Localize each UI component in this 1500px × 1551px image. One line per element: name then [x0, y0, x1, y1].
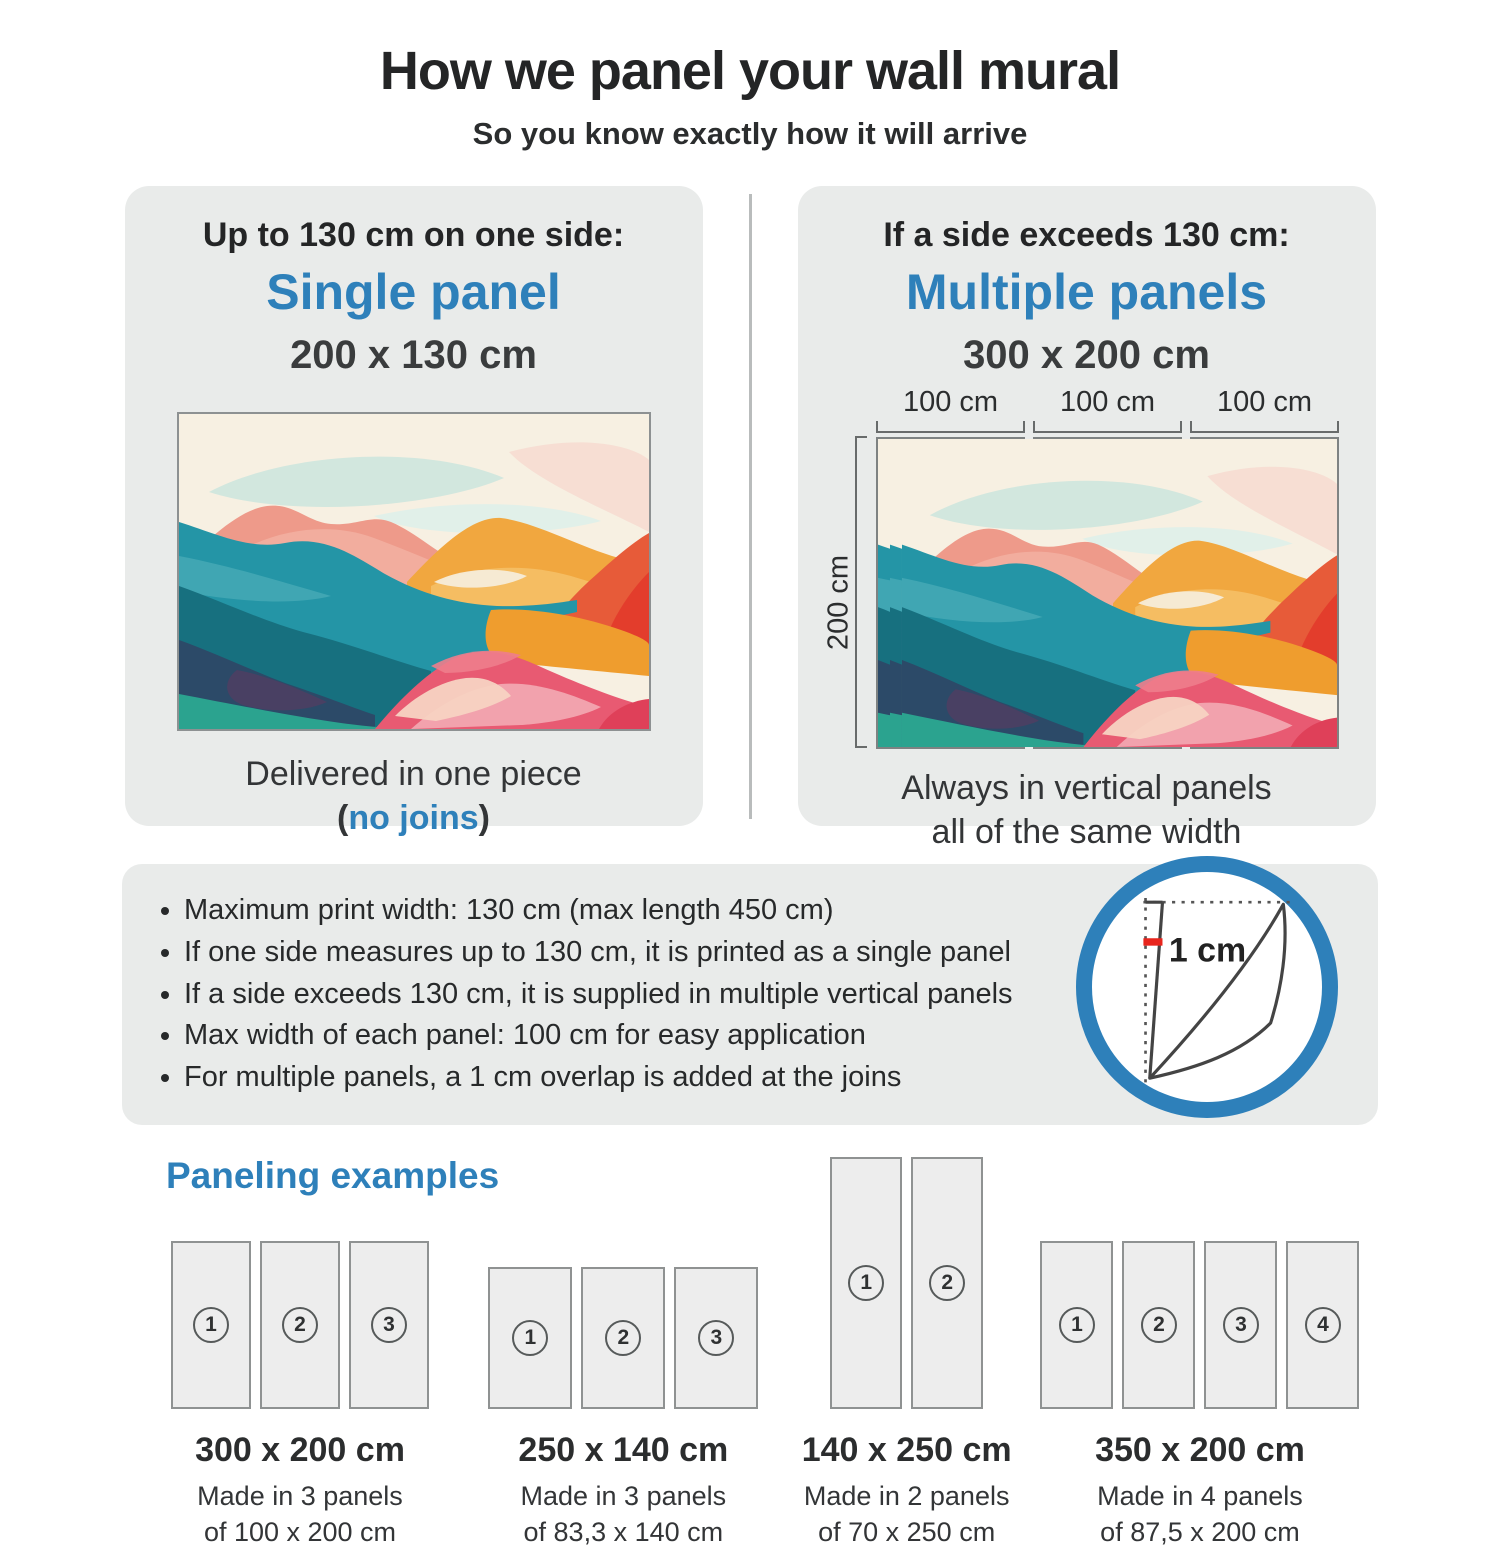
single-panel-caption [125, 753, 703, 840]
example-detail-line1: Made in 3 panels [520, 1480, 727, 1511]
panel-number: 2 [605, 1320, 641, 1356]
width-brackets-row [873, 419, 1343, 433]
rules-info-box [122, 864, 1378, 1125]
panel-number: 2 [929, 1265, 965, 1301]
one-cm-marker [1143, 938, 1162, 945]
example-300x200 [150, 1153, 450, 1551]
panel-number: 1 [193, 1307, 229, 1343]
example-size: 350 x 200 cm [1095, 1430, 1305, 1469]
mural-panel [260, 1241, 340, 1409]
mural-panel [1286, 1241, 1359, 1409]
example-350x200 [1040, 1153, 1360, 1551]
mural-panel [349, 1241, 429, 1409]
width-label-2: 100 cm [1059, 386, 1156, 418]
comparison-row [0, 186, 1500, 851]
panel-number: 2 [1141, 1307, 1177, 1343]
example-detail [150, 1478, 450, 1551]
paneling-examples-section [150, 1153, 1360, 1548]
example-detail-line2: of 87,5 x 200 cm [1100, 1517, 1300, 1548]
page-title: How we panel your wall mural [379, 41, 1121, 101]
examples-heading: Paneling examples [166, 1154, 500, 1196]
example-detail [797, 1478, 1017, 1551]
panel-diagram [1040, 1153, 1360, 1409]
single-panel-size: 200 x 130 cm [290, 333, 537, 377]
width-labels-row [873, 386, 1343, 419]
panels-with-widths [873, 386, 1343, 749]
width-bracket [876, 421, 1025, 433]
multi-panel-size: 300 x 200 cm [963, 333, 1210, 377]
examples-row [150, 1153, 1360, 1551]
mural-slices-row [873, 437, 1343, 749]
example-detail-line1: Made in 3 panels [197, 1480, 403, 1511]
panel-diagram [473, 1153, 773, 1409]
rules-list [158, 890, 1018, 1099]
example-250x140 [473, 1153, 773, 1551]
example-detail-line2: of 70 x 250 cm [818, 1517, 996, 1548]
overlap-label: 1 cm [1168, 931, 1247, 970]
multi-panel-diagram [822, 386, 1343, 749]
mural-slice-artwork-icon [1192, 439, 1337, 747]
example-detail [1040, 1478, 1360, 1551]
header [0, 0, 1500, 152]
mural-panel [1040, 1241, 1113, 1409]
panel-number: 3 [1223, 1307, 1259, 1343]
panel-number: 1 [1059, 1307, 1095, 1343]
mural-panel [911, 1157, 983, 1409]
mural-panel [830, 1157, 902, 1409]
paren-open: ( [337, 798, 349, 837]
paren-close: ) [478, 798, 490, 837]
example-140x250 [797, 1153, 1017, 1551]
page-curl-icon [1101, 881, 1313, 1093]
caption-line1: Always in vertical panels [901, 769, 1272, 807]
rule-item: • If one side measures up to 130 cm, it is printed as a single panel [184, 932, 1018, 974]
single-panel-title: Single panel [266, 264, 561, 320]
no-joins-highlight: no joins [348, 798, 479, 837]
mural-panel [581, 1267, 665, 1409]
panel-number: 1 [848, 1265, 884, 1301]
example-size: 300 x 200 cm [195, 1430, 405, 1469]
rule-item: • Max width of each panel: 100 cm for easy application [184, 1015, 1018, 1057]
width-bracket [1033, 421, 1182, 433]
height-dimension [822, 386, 873, 749]
width-label-3: 100 cm [1216, 386, 1313, 418]
example-size: 250 x 140 cm [518, 1430, 729, 1469]
example-detail [473, 1478, 773, 1551]
mural-slice-3 [1190, 437, 1339, 749]
mural-artwork-icon [179, 414, 649, 729]
rule-item: • Maximum print width: 130 cm (max length 450 cm) [184, 890, 1018, 932]
multi-panel-card [798, 186, 1376, 851]
multi-panel-title: Multiple panels [905, 264, 1268, 320]
panel-number: 2 [282, 1307, 318, 1343]
rule-item: • For multiple panels, a 1 cm overlap is added at the joins [184, 1057, 1018, 1099]
panel-number: 3 [371, 1307, 407, 1343]
panel-diagram [797, 1153, 1017, 1409]
multi-panel-condition: If a side exceeds 130 cm: [883, 216, 1290, 254]
example-detail-line2: of 100 x 200 cm [203, 1517, 397, 1548]
caption-line2: all of the same width [931, 812, 1242, 851]
example-detail-line2: of 83,3 x 140 cm [523, 1517, 724, 1548]
width-label-1: 100 cm [902, 386, 999, 418]
mural-image [177, 412, 651, 731]
mural-panel [171, 1241, 251, 1409]
rule-item: • If a side exceeds 130 cm, it is supplied in multiple vertical panels [184, 974, 1018, 1016]
card-divider [749, 194, 752, 819]
panel-number: 4 [1305, 1307, 1341, 1343]
example-detail-line1: Made in 4 panels [1097, 1480, 1303, 1511]
overlap-badge [1076, 856, 1338, 1118]
mural-panel [1204, 1241, 1277, 1409]
mural-panel [488, 1267, 572, 1409]
caption-line1: Delivered in one piece [245, 755, 582, 793]
height-bracket [855, 436, 867, 748]
single-panel-condition: Up to 130 cm on one side: [202, 216, 625, 254]
mural-panel [674, 1267, 758, 1409]
page-subtitle: So you know exactly how it will arrive [472, 116, 1028, 151]
example-detail-line1: Made in 2 panels [803, 1480, 1010, 1511]
panel-number: 1 [512, 1320, 548, 1356]
mural-panel [1122, 1241, 1195, 1409]
single-panel-card [125, 186, 703, 837]
caption-line2 [125, 797, 703, 841]
width-bracket [1190, 421, 1339, 433]
multi-panel-caption [798, 767, 1376, 854]
height-label: 200 cm [822, 554, 854, 651]
panel-number: 3 [698, 1320, 734, 1356]
example-size: 140 x 250 cm [801, 1430, 1012, 1469]
